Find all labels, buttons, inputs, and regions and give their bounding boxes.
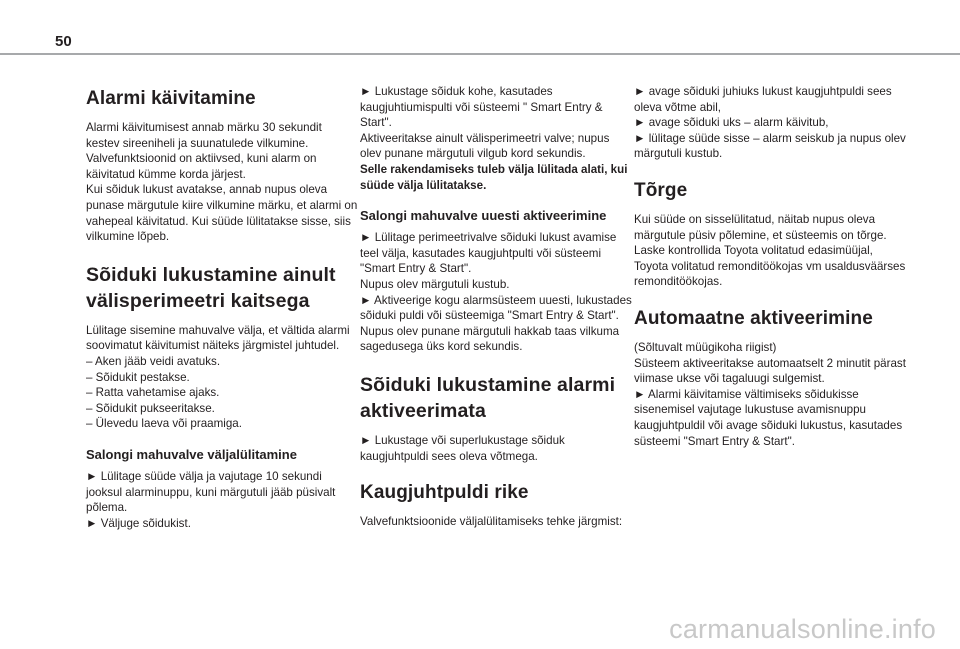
section-title-remote-fault: Kaugjuhtpuldi rike <box>360 482 529 504</box>
paragraph: Kui sõiduk lukust avatakse, annab nupus oleva punase märgutule kiire vilkumine märku, et alarmi on vahepeal käivitatud. Kui süüde lülitatakse sisse, siis vilkumine lõpeb. <box>86 183 358 244</box>
section-title-perimeter-lock: Sõiduki lukustamine ainult välisperimeetri kaitsega <box>86 263 336 312</box>
step-item: ► lülitage süüde sisse – alarm seiskub ja nupus olev märgutuli kustub. <box>634 131 906 161</box>
step-item: ► Väljuge sõidukist. <box>86 516 191 530</box>
list-item: – Ülevedu laeva või praamiga. <box>86 417 242 431</box>
bold-note: Selle rakendamiseks tuleb välja lülitada alati, kui süüde välja lülitatakse. <box>360 162 628 192</box>
step-item: ► Lülitage süüde välja ja vajutage 10 sekundi jooksul alarminuppu, kuni märgutuli jääb püsivalt põlema. <box>86 469 336 515</box>
paragraph: Kui süüde on sisselülitatud, näitab nupus oleva märgutule püsiv põlemine, et süsteemis on tõrge. <box>634 212 887 242</box>
step-item: ► avage sõiduki juhiuks lukust kaugjuhtpuldi sees oleva võtme abil, <box>634 85 892 114</box>
column-right <box>634 84 906 449</box>
paragraph: Nupus olev märgutuli kustub. <box>360 277 510 291</box>
paragraph: Nupus olev punane märgutuli hakkab taas vilkuma sagedusega üks kord sekundis. <box>360 324 620 354</box>
section-title-alarm-trigger: Alarmi käivitamine <box>86 88 256 109</box>
step-item: ► Lukustage või superlukustage sõiduk kaugjuhtpuldi sees oleva võtmega. <box>360 433 565 463</box>
header-divider <box>0 53 960 55</box>
subsection-title-deactivation: Salongi mahuvalve väljalülitamine <box>86 446 297 462</box>
paragraph: Lülitage sisemine mahuvalve välja, et vältida alarmi soovimatut käivitumist näiteks järgmistel juhtudel. <box>86 323 350 353</box>
step-item: ► Aktiveerige kogu alarmsüsteem uuesti, lukustades sõiduki puldi või süsteemiga "Smart Entry & Start". <box>360 293 632 323</box>
column-left <box>86 84 358 531</box>
page-number: 50 <box>55 33 72 50</box>
watermark: carmanualsonline.info <box>669 614 936 644</box>
paragraph: Laske kontrollida Toyota volitatud edasimüüjal, Toyota volitatud remonditöökojas vm usaldusväärses remonditöökojas. <box>634 244 906 289</box>
section-title-auto-activation: Automaatne aktiveerimine <box>634 307 873 329</box>
list-item: – Sõidukit pestakse. <box>86 370 190 384</box>
step-item: ► Alarmi käivitamise vältimiseks sõidukisse sisenemisel vajutage lukustuse avamisnuppu kaugjuhtpuldil või avage sõiduki lukustus, kasutades süsteemi "Smart Entry & Start". <box>634 387 903 448</box>
list-item: – Aken jääb veidi avatuks. <box>86 354 221 368</box>
paragraph: Valvefunktsioonide väljalülitamiseks tehke järgmist: <box>360 515 623 529</box>
paragraph: Süsteem aktiveeritakse automaatselt 2 minutit pärast viimase ukse või tagaluugi sulgemist. <box>634 356 906 386</box>
section-title-lock-without-alarm: Sõiduki lukustamine alarmi aktiveerimata <box>360 373 616 422</box>
paragraph: Aktiveeritakse ainult välisperimeetri valve; nupus olev punane märgutuli vilgub kord sekundis. <box>360 131 610 161</box>
paragraph: Valvefunktsioonid on aktiivsed, kuni alarm on käivitatud kümme korda järjest. <box>86 152 317 181</box>
paragraph: Alarmi käivitumisest annab märku 30 sekundit kestev sireeniheli ja suunatulede vilkumine. <box>86 121 322 150</box>
step-item: ► avage sõiduki uks – alarm käivitub, <box>634 116 829 130</box>
column-middle <box>360 84 632 530</box>
section-title-fault: Tõrge <box>634 179 688 201</box>
list-item: – Ratta vahetamise ajaks. <box>86 386 220 400</box>
subsection-title-reactivation: Salongi mahuvalve uuesti aktiveerimine <box>360 208 607 224</box>
step-item: ► Lülitage perimeetrivalve sõiduki lukust avamise teel välja, kasutades kaugjuhtpulti või süsteemi "Smart Entry & Start". <box>360 231 617 276</box>
paragraph: (Sõltuvalt müügikoha riigist) <box>634 340 777 354</box>
step-item: ► Lukustage sõiduk kohe, kasutades kaugjuhtiumispulti või süsteemi " Smart Entry & Start". <box>360 85 603 130</box>
list-item: – Sõidukit pukseeritakse. <box>86 401 215 415</box>
